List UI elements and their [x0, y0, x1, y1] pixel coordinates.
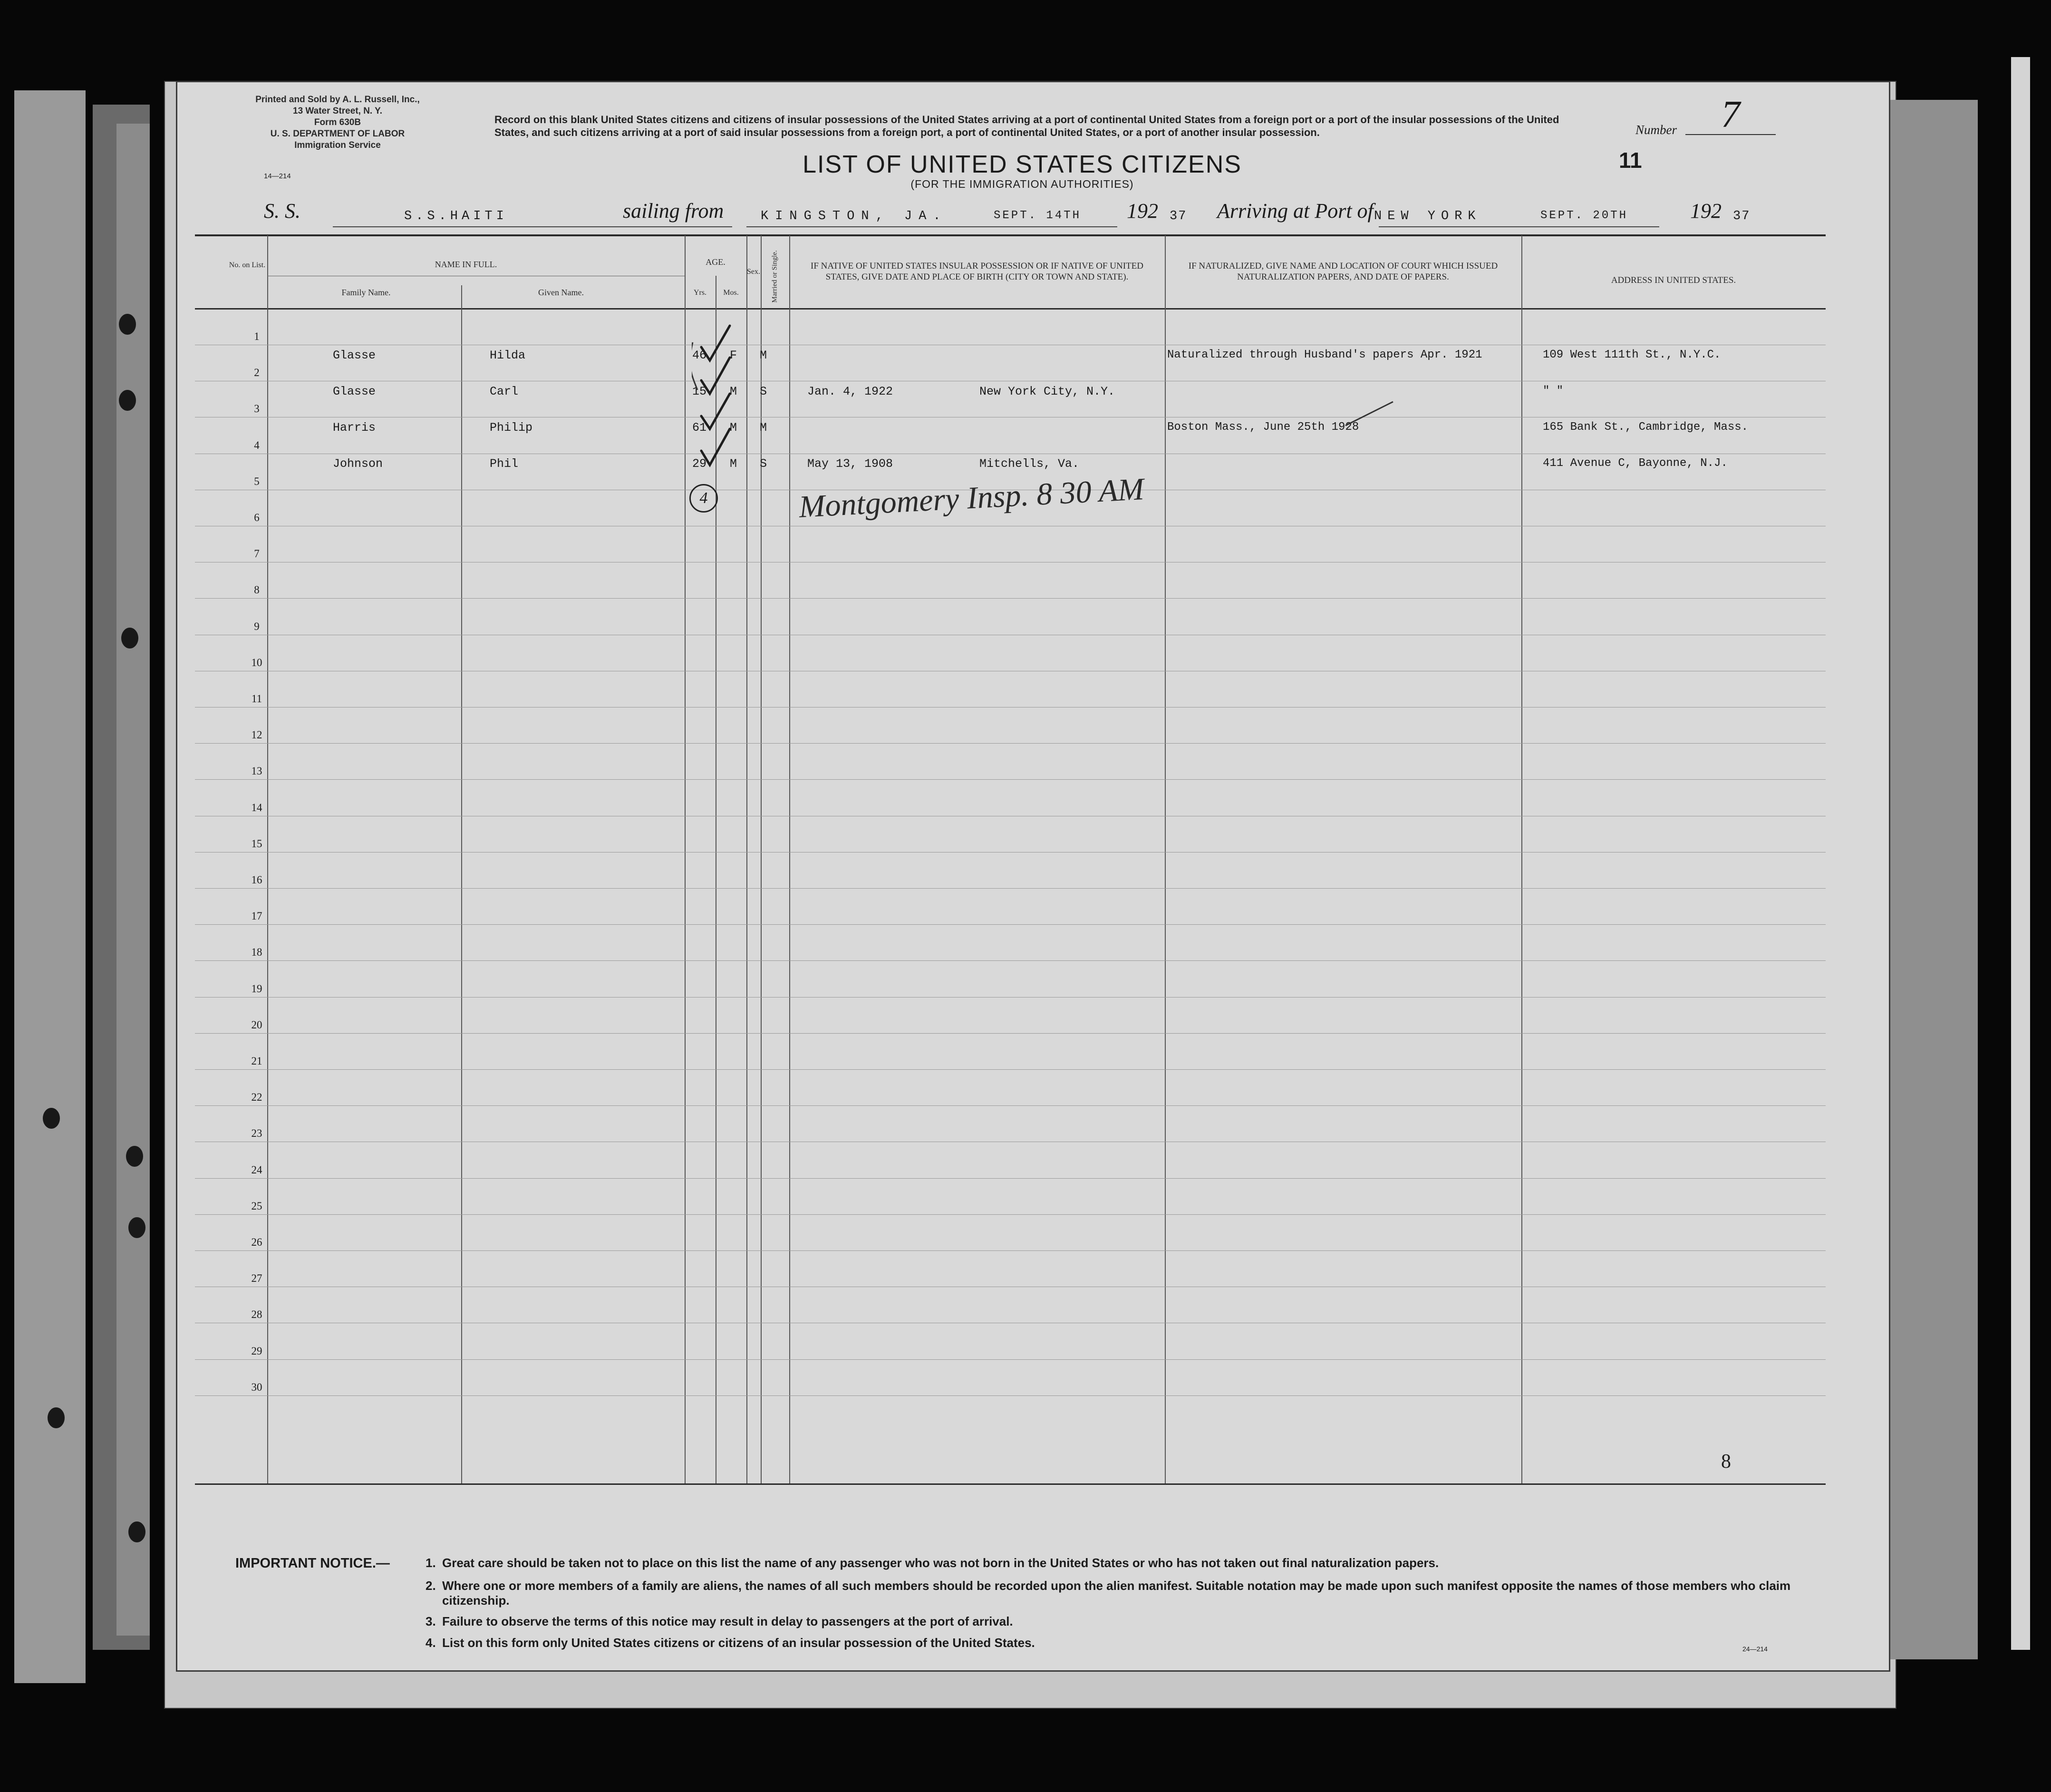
row-rule	[195, 960, 1826, 961]
ss-label: S. S.	[264, 199, 300, 223]
circled-count: 4	[689, 484, 718, 513]
punch-hole	[126, 1146, 143, 1167]
sex-cell: F	[730, 349, 737, 362]
form-printer-block	[233, 94, 442, 151]
address-cell: " "	[1543, 385, 1564, 397]
notice-item: Great care should be taken not to place on this list the name of any passenger who was not born in the United States or who has not taken out final naturalization papers.	[442, 1556, 1439, 1570]
col-header-address: ADDRESS IN UNITED STATES.	[1611, 275, 1736, 285]
notice-number: 1.	[426, 1556, 436, 1570]
row-number: 10	[251, 656, 262, 668]
notice-number: 4.	[426, 1636, 436, 1650]
birth-date-cell: Jan. 4, 1922	[807, 385, 893, 398]
row-number: 28	[251, 1308, 262, 1321]
row-number: 8	[254, 584, 260, 596]
col-header-birth: IF NATIVE OF UNITED STATES INSULAR POSSESSION OR IF NATIVE OF UNITED STATES, GIVE DATE AND PLACE OF BIRTH (CITY OR TOWN AND STATE).	[811, 261, 1143, 282]
marital-status-cell: M	[760, 349, 767, 362]
bracket-mark	[692, 342, 697, 390]
row-number: 27	[251, 1272, 262, 1285]
table-bottom-rule	[195, 1483, 1826, 1485]
birth-place-cell: New York City, N.Y.	[979, 385, 1115, 398]
given-name-cell: Carl	[490, 385, 519, 398]
binder-strip-mid	[116, 124, 150, 1636]
punch-hole	[119, 314, 136, 335]
notice-item: List on this form only United States citizens or citizens of an insular possession of the United States.	[442, 1636, 1035, 1650]
check-mark	[701, 429, 730, 465]
column-divider	[1521, 235, 1522, 1483]
notice-item: Failure to observe the terms of this notice may result in delay to passengers at the port of arrival.	[442, 1614, 1013, 1628]
col-header-yrs: Yrs.	[693, 289, 707, 297]
arrival-year: 37	[1733, 209, 1751, 223]
table-top-rule	[195, 234, 1826, 236]
column-divider	[1165, 235, 1166, 1483]
departure-year: 37	[1170, 209, 1187, 223]
row-number: 13	[251, 765, 262, 777]
col-header-mos: Mos.	[723, 289, 739, 297]
column-divider	[685, 235, 686, 1483]
arrival-date: SEPT. 20TH	[1540, 209, 1628, 222]
ship-name: S.S.HAITI	[404, 209, 508, 223]
row-rule	[195, 743, 1826, 744]
check-mark	[701, 394, 730, 429]
check-mark	[701, 358, 730, 394]
sailing-label: sailing from	[623, 199, 724, 223]
notice-title: IMPORTANT NOTICE.—	[235, 1556, 390, 1571]
row-number: 2	[254, 367, 260, 379]
row-number: 24	[251, 1163, 262, 1176]
col-header-name-in-full: NAME IN FULL.	[435, 260, 497, 269]
column-divider	[461, 285, 462, 1483]
form-sheet	[176, 81, 1890, 1672]
age-cell: 15	[692, 385, 707, 398]
row-rule	[195, 598, 1826, 599]
form-code: 14—214	[264, 172, 291, 180]
age-cell: 46	[692, 349, 707, 362]
row-number: 23	[251, 1127, 262, 1140]
department-name: U. S. DEPARTMENT OF LABOR	[270, 129, 405, 139]
naturalization-cell: Naturalized through Husband's papers Apr. 1921	[1167, 349, 1482, 361]
row-number: 26	[251, 1236, 262, 1248]
footer-code: 24—214	[1742, 1645, 1768, 1653]
given-name-cell: Phil	[490, 457, 519, 471]
punch-hole	[128, 1521, 145, 1542]
row-rule	[195, 1033, 1826, 1034]
row-number: 14	[251, 801, 262, 814]
row-rule	[195, 1214, 1826, 1215]
marital-status-cell: M	[760, 421, 767, 435]
row-number: 4	[254, 439, 260, 451]
col-header-given-name: Given Name.	[538, 288, 584, 297]
col-header-age: AGE.	[706, 257, 726, 267]
printer-line-2: 13 Water Street, N. Y.	[293, 106, 382, 116]
given-name-cell: Hilda	[490, 349, 526, 362]
origin-underline	[746, 226, 1117, 227]
sex-cell: M	[730, 421, 737, 435]
notice-number: 3.	[426, 1614, 436, 1628]
row-number: 9	[254, 620, 260, 632]
punch-hole	[43, 1108, 60, 1129]
checkmark-marks	[692, 323, 744, 475]
header-bottom-rule	[195, 308, 1826, 310]
marital-status-cell: S	[760, 385, 767, 398]
origin-port: KINGSTON, JA.	[761, 209, 948, 223]
row-number: 20	[251, 1018, 262, 1031]
notice-item: Where one or more members of a family are aliens, the names of all such members should be recorded upon the alien manifest. Suitable notation may be made upon such manifest opposite the names of those members who claim citizenship.	[442, 1579, 1791, 1608]
sex-cell: M	[730, 385, 737, 398]
marital-status-cell: S	[760, 457, 767, 471]
number-label: Number	[1635, 123, 1677, 137]
col-header-family-name: Family Name.	[341, 288, 391, 297]
arriving-label: Arriving at Port of	[1217, 199, 1374, 223]
age-cell: 61	[692, 421, 707, 435]
row-number: 21	[251, 1055, 262, 1067]
document-subtitle: (FOR THE IMMIGRATION AUTHORITIES)	[910, 178, 1134, 190]
row-rule	[195, 1250, 1826, 1251]
row-number: 25	[251, 1200, 262, 1212]
row-number: 18	[251, 946, 262, 959]
punch-hole	[119, 390, 136, 411]
port-underline	[1379, 226, 1659, 227]
departure-date: SEPT. 14TH	[994, 209, 1082, 222]
column-divider	[789, 235, 790, 1483]
pencil-tick	[1341, 399, 1398, 428]
family-name-cell: Harris	[333, 421, 376, 435]
col-header-married: Married or Single.	[771, 250, 779, 303]
address-cell: 411 Avenue C, Bayonne, N.J.	[1543, 457, 1728, 470]
family-name-cell: Johnson	[333, 457, 383, 471]
address-cell: 165 Bank St., Cambridge, Mass.	[1543, 421, 1749, 434]
row-number: 1	[254, 330, 260, 342]
row-number: 30	[251, 1381, 262, 1393]
row-rule	[195, 1178, 1826, 1179]
check-mark	[701, 326, 730, 360]
col-header-sex: Sex.	[747, 268, 760, 276]
row-number: 15	[251, 837, 262, 850]
row-number: 5	[254, 475, 260, 487]
address-cell: 109 West 111th St., N.Y.C.	[1543, 349, 1721, 361]
row-rule	[195, 779, 1826, 780]
bottom-mark: 8	[1721, 1451, 1731, 1472]
list-number: 7	[1721, 94, 1740, 136]
document-title: LIST OF UNITED STATES CITIZENS	[803, 151, 1242, 178]
col-header-naturalization: IF NATURALIZED, GIVE NAME AND LOCATION OF COURT WHICH ISSUED NATURALIZATION PAPERS, AND DATE OF PAPERS.	[1188, 261, 1498, 282]
right-edge-strip	[2011, 57, 2030, 1650]
row-number: 19	[251, 982, 262, 995]
column-divider	[746, 235, 747, 1483]
inspector-signature: Montgomery Insp. 8 30 AM	[798, 472, 1145, 524]
row-number: 12	[251, 729, 262, 741]
service-name: Immigration Service	[294, 140, 381, 150]
row-number: 17	[251, 910, 262, 922]
row-rule	[195, 924, 1826, 925]
sheet-number: 11	[1619, 148, 1642, 173]
naturalization-cell: Boston Mass., June 25th 1928	[1167, 421, 1359, 434]
row-number: 6	[254, 512, 260, 523]
sex-cell: M	[730, 457, 737, 471]
year-prefix-2: 192	[1690, 199, 1722, 223]
punch-hole	[128, 1217, 145, 1238]
binder-strip	[14, 90, 86, 1683]
notice-number: 2.	[426, 1579, 436, 1593]
row-number: 16	[251, 874, 262, 886]
row-rule	[195, 888, 1826, 889]
given-name-cell: Philip	[490, 421, 533, 435]
column-divider	[267, 235, 268, 1483]
row-number: 22	[251, 1091, 262, 1104]
form-id: Form 630B	[314, 117, 361, 127]
birth-place-cell: Mitchells, Va.	[979, 457, 1080, 471]
row-rule	[195, 1359, 1826, 1360]
row-number: 29	[251, 1345, 262, 1357]
row-number: 11	[251, 693, 262, 705]
birth-date-cell: May 13, 1908	[807, 457, 893, 471]
family-name-cell: Glasse	[333, 385, 376, 398]
arrival-port: NEW YORK	[1374, 209, 1481, 223]
printer-line-1: Printed and Sold by A. L. Russell, Inc.,	[255, 95, 420, 105]
record-instructions: Record on this blank United States citizens and citizens of insular possessions of the United States arriving at a port of continental United States from a foreign port or a port of the insular possessions of the United States, and such citizens arriving at a port of said insular possessions from a foreign port, a port of continental United States, or a port of another insular possession.	[494, 114, 1559, 138]
punch-hole	[48, 1407, 65, 1428]
family-name-cell: Glasse	[333, 349, 376, 362]
row-rule	[195, 1069, 1826, 1070]
ship-underline	[333, 226, 732, 227]
row-number: 7	[254, 548, 260, 560]
year-prefix-1: 192	[1127, 199, 1158, 223]
row-rule	[195, 1395, 1826, 1396]
age-cell: 29	[692, 457, 707, 471]
punch-hole	[121, 628, 138, 649]
row-rule	[195, 997, 1826, 998]
row-number: 3	[254, 403, 260, 415]
col-header-no: No. on List.	[229, 261, 266, 269]
row-rule	[195, 1105, 1826, 1106]
